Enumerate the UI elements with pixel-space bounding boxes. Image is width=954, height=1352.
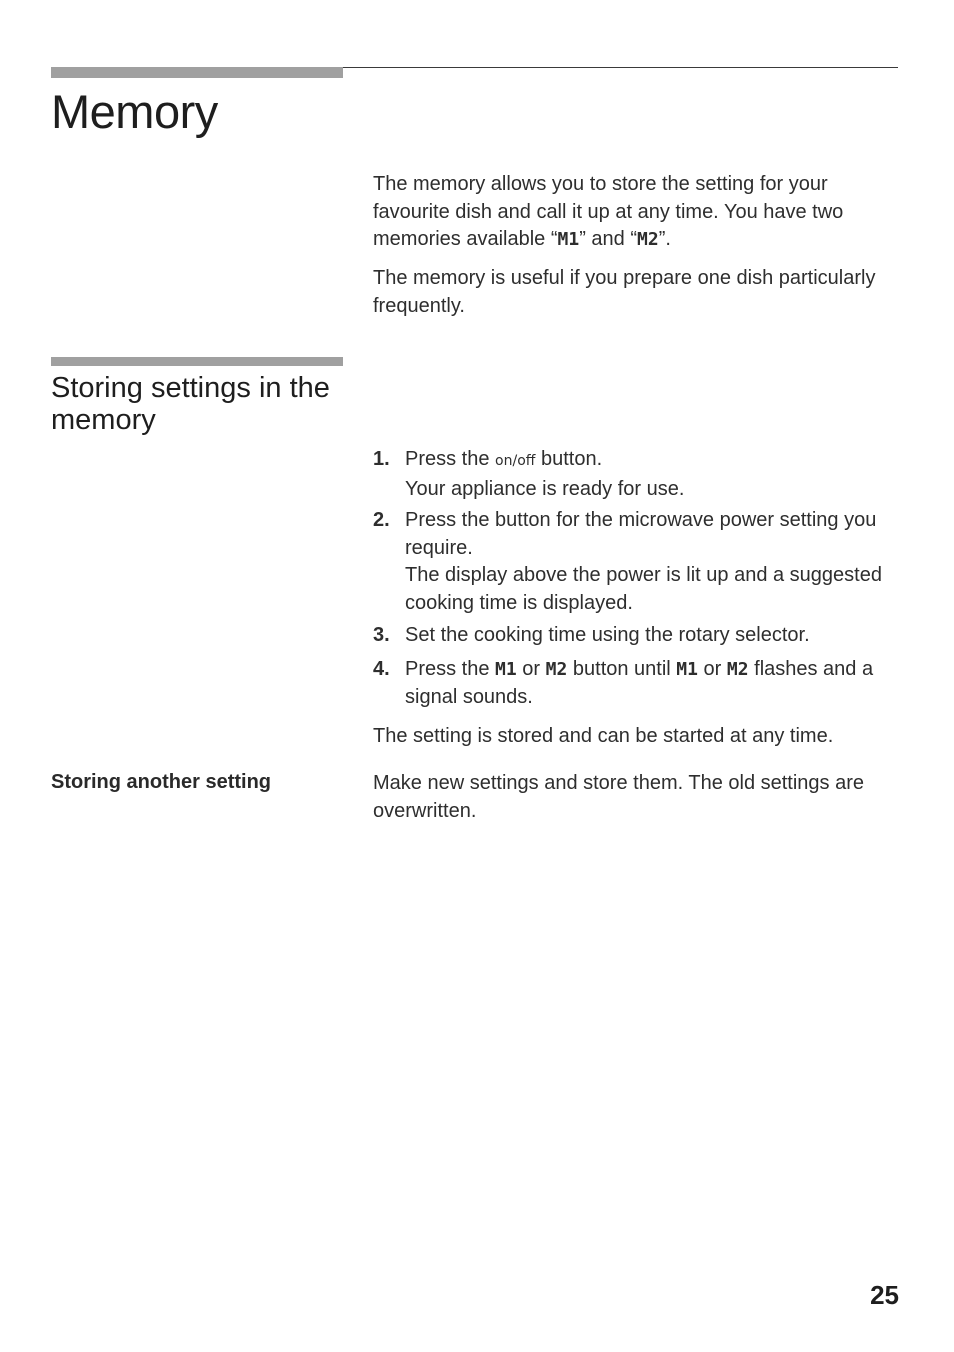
m1-code: M1	[676, 659, 698, 680]
step-number: 1.	[373, 448, 390, 470]
step-1: 1. Press the on/off button. Your appliance is ready for use.	[373, 448, 685, 500]
step-4: 4. Press the M1 or M2 button until M1 or M2 flashes and a signal sounds.	[373, 658, 874, 708]
conclusion-text: The setting is stored and can be started at any time.	[373, 725, 834, 747]
step-result: The display above the power is lit up and a suggested cooking time is displayed.	[405, 564, 882, 614]
step-number: 2.	[373, 509, 390, 531]
section-rule-thick	[51, 67, 343, 78]
step-2: 2. Press the button for the microwave power setting you require. The display above the power is lit up and a suggested cooking time is displayed.	[373, 509, 882, 614]
another-setting-label: Storing another setting	[51, 771, 271, 793]
intro-paragraph-2: The memory is useful if you prepare one dish particularly frequently.	[373, 267, 876, 317]
section-rule-thin	[343, 67, 898, 68]
page-number: 25	[870, 1280, 899, 1310]
m2-code: M2	[726, 659, 749, 680]
m2-code: M2	[637, 229, 659, 250]
m1-code: M1	[495, 659, 517, 680]
page-title: Memory	[51, 85, 218, 138]
m1-code: M1	[557, 229, 580, 250]
m2-code: M2	[545, 659, 568, 680]
intro-paragraph-1: The memory allows you to store the setting for your favourite dish and call it up at any time. You have two memories available “M1” and “M2”.	[373, 173, 844, 250]
section-title: Storing settings in the memory	[51, 372, 330, 436]
step-number: 3.	[373, 624, 390, 646]
step-3: 3. Set the cooking time using the rotary selector.	[373, 622, 898, 650]
step-number: 4.	[373, 658, 390, 680]
on-off-button-label: on/off	[495, 453, 536, 469]
subsection-rule	[51, 357, 343, 366]
another-setting-text: Make new settings and store them. The old settings are overwritten.	[373, 772, 865, 822]
step-result: Your appliance is ready for use.	[405, 477, 685, 500]
